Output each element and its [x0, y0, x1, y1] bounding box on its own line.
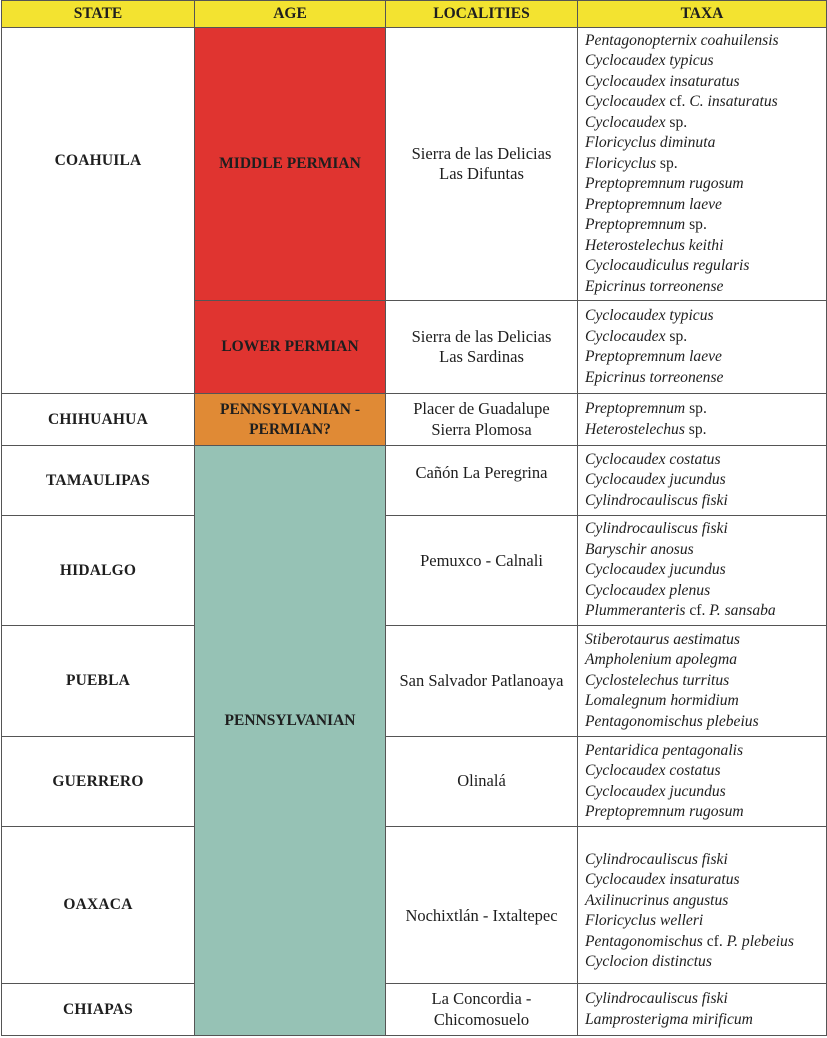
taxon-qualifier: cf.	[702, 932, 727, 950]
taxon-name: Preptopremnum laeve	[585, 195, 722, 213]
table-row-chihuahua	[2, 394, 827, 446]
taxon-name: Preptopremnum laeve	[585, 348, 722, 365]
taxon-name	[585, 92, 826, 113]
taxon-name: Pentagonomischus plebeius	[585, 712, 759, 730]
state-cell-chihuahua: CHIHUAHUA	[2, 394, 195, 446]
header-row	[2, 1, 827, 28]
taxa-cell	[578, 394, 827, 446]
taxon-qualifier: sp.	[684, 420, 707, 438]
taxon-name: Baryschir anosus	[585, 540, 694, 558]
taxa-cell	[578, 446, 827, 516]
locality-cell	[386, 301, 578, 394]
locality-cell	[386, 626, 578, 737]
state-cell-oaxaca: OAXACA	[2, 827, 195, 984]
taxon-qualifier: sp.	[665, 327, 688, 345]
taxon-part: P. sansaba	[709, 602, 776, 620]
taxon-name: Cyclocaudex typicus	[585, 307, 714, 324]
taxon-name: Cyclocaudex costatus	[585, 762, 721, 779]
taxon-name: Ampholenium apolegma	[585, 651, 738, 669]
text-line: Las Difuntas	[439, 164, 524, 183]
age-cell-pennsylvanian-permian	[195, 394, 386, 446]
text-line: Sierra de las Delicias	[411, 326, 552, 346]
locality-cell	[386, 394, 578, 446]
table-row-tamaulipas	[2, 446, 827, 516]
taxon-name: Preptopremnum rugosum	[585, 175, 744, 193]
taxon-name	[585, 601, 826, 622]
taxon-part: Preptopremnum	[585, 400, 686, 417]
taxon-name	[585, 327, 826, 348]
text-line: Las Sardinas	[439, 347, 524, 366]
locality-cell	[386, 737, 578, 827]
header-localities: LOCALITIES	[386, 1, 578, 28]
header-taxa: TAXA	[578, 1, 827, 28]
taxa-cell	[578, 516, 827, 626]
taxon-name	[585, 215, 826, 236]
taxon-name: Cyclocaudex jucundus	[585, 471, 726, 489]
taxon-name: Cyclocaudex jucundus	[585, 782, 726, 800]
taxon-qualifier: sp.	[685, 216, 707, 234]
taxon-name: Pentaridica pentagonalis	[585, 741, 744, 759]
text-line: San Salvador Patlanoaya	[399, 670, 564, 690]
taxon-name	[585, 420, 826, 441]
locality-cell	[386, 984, 578, 1036]
text-line: Olinalá	[457, 771, 506, 791]
taxon-name: Cyclocaudex jucundus	[585, 561, 726, 579]
taxa-cell	[578, 737, 827, 827]
taxon-part: Cyclocaudex	[585, 113, 666, 131]
state-cell-guerrero: GUERRERO	[2, 737, 195, 827]
taxon-name: Cylindrocauliscus fiski	[585, 990, 728, 1007]
taxon-name: Preptopremnum rugosum	[585, 803, 744, 820]
text-line: Cañón La Peregrina	[415, 463, 548, 483]
text-line: Placer de Guadalupe	[413, 399, 550, 418]
taxon-qualifier: cf.	[665, 93, 690, 111]
taxon-name: Epicrinus torreonense	[585, 368, 724, 386]
taxon-name: Cyclocaudex insaturatus	[585, 72, 740, 90]
taxon-name	[585, 399, 826, 420]
taxon-name: Cyclocaudex typicus	[585, 52, 714, 70]
locality-cell	[386, 28, 578, 301]
taxon-name: Cyclocaudex insaturatus	[585, 871, 740, 888]
state-cell-tamaulipas: TAMAULIPAS	[2, 446, 195, 516]
age-cell-lower-permian: LOWER PERMIAN	[195, 301, 386, 394]
taxon-name	[585, 113, 826, 134]
age-cell-pennsylvanian: PENNSYLVANIAN	[195, 446, 386, 1036]
taxon-name: Cyclocaudiculus regularis	[585, 257, 750, 275]
taxon-name: Cylindrocauliscus fiski	[585, 850, 728, 868]
table-row-oaxaca	[2, 827, 827, 984]
text-line: PERMIAN?	[249, 420, 331, 438]
state-cell-coahuila: COAHUILA	[2, 28, 195, 394]
taxon-name: Cylindrocauliscus fiski	[585, 520, 728, 538]
taxon-name: Lamprosterigma mirificum	[585, 1010, 753, 1028]
taxon-part: Preptopremnum	[585, 216, 686, 234]
taxon-name: Floricyclus welleri	[585, 912, 704, 929]
table-row-coahuila-middle	[2, 28, 827, 301]
taxon-name: Epicrinus torreonense	[585, 277, 724, 295]
taxon-part: Floricyclus	[585, 154, 657, 172]
table-row-chiapas	[2, 984, 827, 1036]
taxon-name: Cyclocion distinctus	[585, 953, 712, 970]
taxon-name: Lomalegnum hormidium	[585, 692, 739, 710]
table-row-guerrero	[2, 737, 827, 827]
taxon-name: Stiberotaurus aestimatus	[585, 630, 740, 648]
taxon-qualifier: sp.	[665, 113, 688, 131]
state-cell-chiapas: CHIAPAS	[2, 984, 195, 1036]
text-line: Nochixtlán - Ixtaltepec	[405, 905, 558, 925]
taxa-cell	[578, 984, 827, 1036]
taxa-cell	[578, 626, 827, 737]
taxon-name: Cyclocaudex plenus	[585, 581, 711, 599]
taxa-cell	[578, 28, 827, 301]
text-line: PENNSYLVANIAN -	[220, 400, 360, 418]
taxon-name: Cylindrocauliscus fiski	[585, 491, 728, 509]
taxon-name: Floricyclus diminuta	[585, 134, 716, 152]
taxon-part: C. insaturatus	[689, 93, 778, 111]
text-line: Chicomosuelo	[433, 1009, 530, 1029]
locality-cell	[386, 516, 578, 626]
table-row-puebla	[2, 626, 827, 737]
age-cell-middle-permian: MIDDLE PERMIAN	[195, 28, 386, 301]
taxon-part: Heterostelechus	[585, 420, 685, 438]
taxon-qualifier: cf.	[685, 602, 710, 620]
taxon-part: P. plebeius	[726, 932, 794, 950]
taxon-name	[585, 154, 826, 175]
taxon-name: Cyclocaudex costatus	[585, 450, 721, 468]
taxon-name: Axilinucrinus angustus	[585, 891, 729, 909]
taxa-cell	[578, 301, 827, 394]
taxon-qualifier: sp.	[685, 400, 707, 417]
taxon-name: Pentagonopternix coahuilensis	[585, 31, 779, 49]
state-cell-puebla: PUEBLA	[2, 626, 195, 737]
taxon-name	[585, 932, 826, 953]
text-line: Sierra Plomosa	[431, 419, 532, 439]
locality-cell	[386, 446, 578, 516]
text-line: Sierra de las Delicias	[411, 143, 552, 163]
taxon-part: Plummeranteris	[585, 602, 686, 620]
text-line: La Concordia -	[431, 989, 532, 1008]
header-age: AGE	[195, 1, 386, 28]
table-row-hidalgo	[2, 516, 827, 626]
text-line: Pemuxco - Calnali	[420, 551, 543, 571]
taxon-part: Cyclocaudex	[585, 327, 666, 345]
taxon-part: Pentagonomischus	[585, 932, 703, 950]
taxon-qualifier: sp.	[656, 154, 678, 172]
taxon-name: Cyclostelechus turritus	[585, 671, 730, 689]
taxon-part: Cyclocaudex	[585, 93, 666, 111]
header-state: STATE	[2, 1, 195, 28]
taxa-cell	[578, 827, 827, 984]
taxon-name: Heterostelechus keithi	[585, 236, 724, 254]
fossil-localities-table	[1, 0, 827, 1036]
state-cell-hidalgo: HIDALGO	[2, 516, 195, 626]
locality-cell	[386, 827, 578, 984]
